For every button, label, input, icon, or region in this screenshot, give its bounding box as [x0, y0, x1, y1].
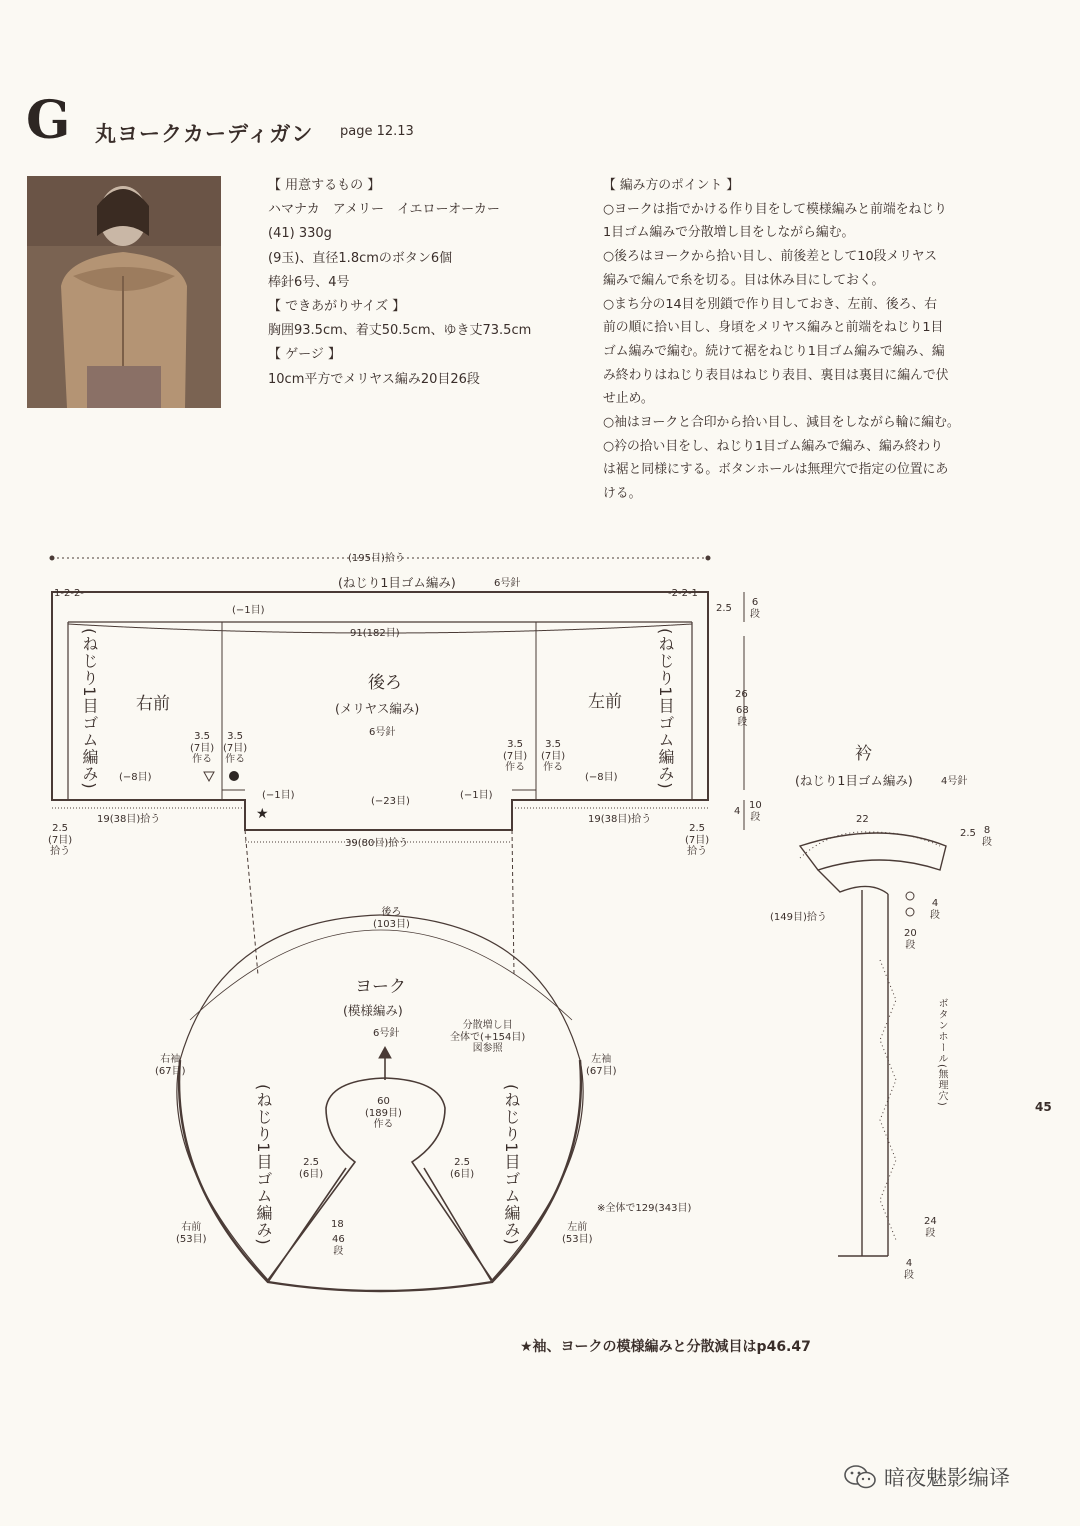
points-line: は裾と同様にする。ボタンホールは無理穴で指定の位置にあ — [603, 462, 949, 478]
points-line: 【 編み方のポイント 】 — [603, 178, 740, 193]
decrease-1-left: (−1目) — [262, 790, 295, 801]
yoke-stitch: (模様編み) — [343, 1003, 403, 1018]
collar-needle: 4号針 — [941, 776, 968, 787]
yoke-title: ヨーク — [355, 977, 406, 997]
yoke-left-band: (ねじり1目ゴム編み) — [502, 1084, 521, 1246]
pick-right-label: 19(38目)拾う — [588, 814, 652, 825]
materials-line: ハマナカ アメリー イエローオーカー — [268, 202, 500, 218]
materials-line: 棒針6号、4号 — [268, 274, 350, 290]
buttonhole-label: ボタンホール(無理穴) — [936, 998, 947, 1107]
back-stitch-label: (メリヤス編み) — [335, 701, 420, 716]
right-band-label: (ねじり1目ゴム編み) — [80, 628, 99, 790]
watermark-text: 暗夜魅影编译 — [884, 1466, 1010, 1490]
right-front-label: 右前 — [136, 694, 170, 714]
diff-height: 4 — [734, 806, 741, 817]
materials-line: 【 用意するもの 】 — [268, 178, 381, 193]
body-rows: 68 段 — [736, 705, 749, 728]
yoke-neck-label: 60 (189目) 作る — [365, 1096, 402, 1130]
page-number: 45 — [1035, 1100, 1052, 1114]
yoke-left-front: 左前 (53目) — [562, 1222, 593, 1245]
points-line: ○後ろはヨークから拾い目し、前後差として10段メリヤス — [603, 249, 938, 265]
total-width-label: (195目)拾う — [348, 553, 405, 564]
body-height: 26 — [735, 689, 748, 700]
yoke-band-rows: 46 段 — [332, 1234, 345, 1257]
collar-pick: (149目)拾う — [770, 912, 827, 923]
pick-left-label: 19(38目)拾う — [97, 814, 161, 825]
points-line: ける。 — [603, 486, 642, 502]
band-pick-right: 2.5 (7目) 拾う — [685, 823, 710, 857]
yoke-total: ※全体で129(343目) — [597, 1203, 692, 1214]
yoke-right-front: 右前 (53目) — [176, 1222, 207, 1245]
row-label-20: 20 段 — [904, 928, 917, 951]
materials-line: (9玉)、直径1.8cmのボタン6個 — [268, 250, 453, 266]
back-width-label: 91(182目) — [350, 628, 400, 639]
pattern-letter: G — [26, 90, 71, 151]
yoke-needle: 6号針 — [373, 1028, 400, 1039]
top-decrease-label: (−1目) — [232, 605, 265, 616]
yoke-band-width-left: 2.5 (6目) — [299, 1157, 324, 1180]
materials-line: (41) 330g — [268, 226, 332, 242]
collar-rows: 8 段 — [982, 825, 992, 848]
points-line: ○衿の拾い目をし、ねじり1目ゴム編みで編み、編み終わり — [603, 438, 943, 454]
hem-stitch-label: (ねじり1目ゴム編み) — [338, 575, 456, 590]
cast-on-label: 3.5 (7目) 作る — [190, 731, 215, 765]
band-pick-left: 2.5 (7目) 拾う — [48, 823, 73, 857]
yoke-back-label: 後ろ (103目) — [373, 907, 410, 930]
cast-on-label: 3.5 (7目) 作る — [223, 731, 248, 765]
corner-right-label: -2-2-1 — [668, 588, 698, 599]
collar-stitch: (ねじり1目ゴム編み) — [795, 773, 913, 788]
left-sleeve-label: 左袖 (67目) — [586, 1054, 617, 1077]
hem-height: 2.5 — [716, 603, 732, 614]
cast-on-label: 3.5 (7目) 作る — [503, 739, 528, 773]
points-line: み終わりはねじり表目はねじり表目、裏目は裏目に編んで伏 — [603, 367, 949, 383]
left-front-label: 左前 — [588, 692, 622, 712]
row-label-4a: 4 段 — [930, 898, 940, 921]
yoke-increase: 分散増し目 全体で(+154目) 図参照 — [450, 1020, 526, 1054]
points-line: ○ヨークは指でかける作り目をして模様編みと前端をねじり — [603, 201, 947, 217]
decrease-1-right: (−1目) — [460, 790, 493, 801]
pattern-title: 丸ヨークカーディガン — [95, 122, 314, 146]
decrease-23: (−23目) — [371, 796, 410, 807]
footnote: ★袖、ヨークの模様編みと分散減目はp46.47 — [520, 1339, 811, 1355]
materials-line: 胸囲93.5cm、着丈50.5cm、ゆき丈73.5cm — [268, 323, 532, 339]
decrease-8-left: (−8目) — [119, 772, 152, 783]
svg-text:★: ★ — [256, 806, 269, 822]
points-line: 前の順に拾い目し、身頃をメリヤス編みと前端をねじり1目 — [603, 320, 944, 336]
materials-line: 10cm平方でメリヤス編み20目26段 — [268, 371, 480, 387]
decrease-8-right: (−8目) — [585, 772, 618, 783]
points-line: ゴム編みで編む。続けて裾をねじり1目ゴム編みで編み、編 — [603, 343, 945, 359]
collar-height: 2.5 — [960, 828, 976, 839]
hem-rows: 6 段 — [750, 597, 760, 620]
row-label-24: 24 段 — [924, 1216, 937, 1239]
points-line: せ止め。 — [603, 391, 654, 407]
points-line: 編みで編んで糸を切る。目は休み目にしておく。 — [603, 272, 885, 288]
pick-center-label: 39(80目)拾う — [345, 838, 409, 849]
points-line: ○まち分の14目を別鎖で作り目しておき、左前、後ろ、右 — [603, 296, 938, 312]
collar-width: 22 — [856, 814, 869, 825]
yoke-right-band: (ねじり1目ゴム編み) — [254, 1084, 273, 1246]
points-line: 1目ゴム編みで分散増し目をしながら編む。 — [603, 225, 855, 241]
collar-title: 衿 — [855, 744, 872, 764]
back-needle-label: 6号針 — [369, 727, 396, 738]
diff-rows: 10 段 — [749, 800, 762, 823]
hem-needle-label: 6号針 — [494, 578, 521, 589]
corner-left-label: 1-2-2- — [54, 588, 84, 599]
watermark — [844, 1462, 1010, 1492]
left-band-label: (ねじり1目ゴム編み) — [656, 628, 675, 790]
chat-icon — [844, 1464, 876, 1490]
right-sleeve-label: 右袖 (67目) — [155, 1054, 186, 1077]
yoke-band-height: 18 — [331, 1219, 344, 1230]
row-label-4b: 4 段 — [904, 1258, 914, 1281]
back-label: 後ろ — [368, 673, 402, 693]
cast-on-label: 3.5 (7目) 作る — [541, 739, 566, 773]
materials-line: 【 できあがりサイズ 】 — [268, 299, 406, 315]
materials-line: 【 ゲージ 】 — [268, 347, 342, 363]
yoke-band-width-right: 2.5 (6目) — [450, 1157, 475, 1180]
points-line: ○袖はヨークと合印から拾い目し、減目をしながら輪に編む。 — [603, 415, 960, 431]
page-reference: page 12.13 — [340, 124, 414, 139]
